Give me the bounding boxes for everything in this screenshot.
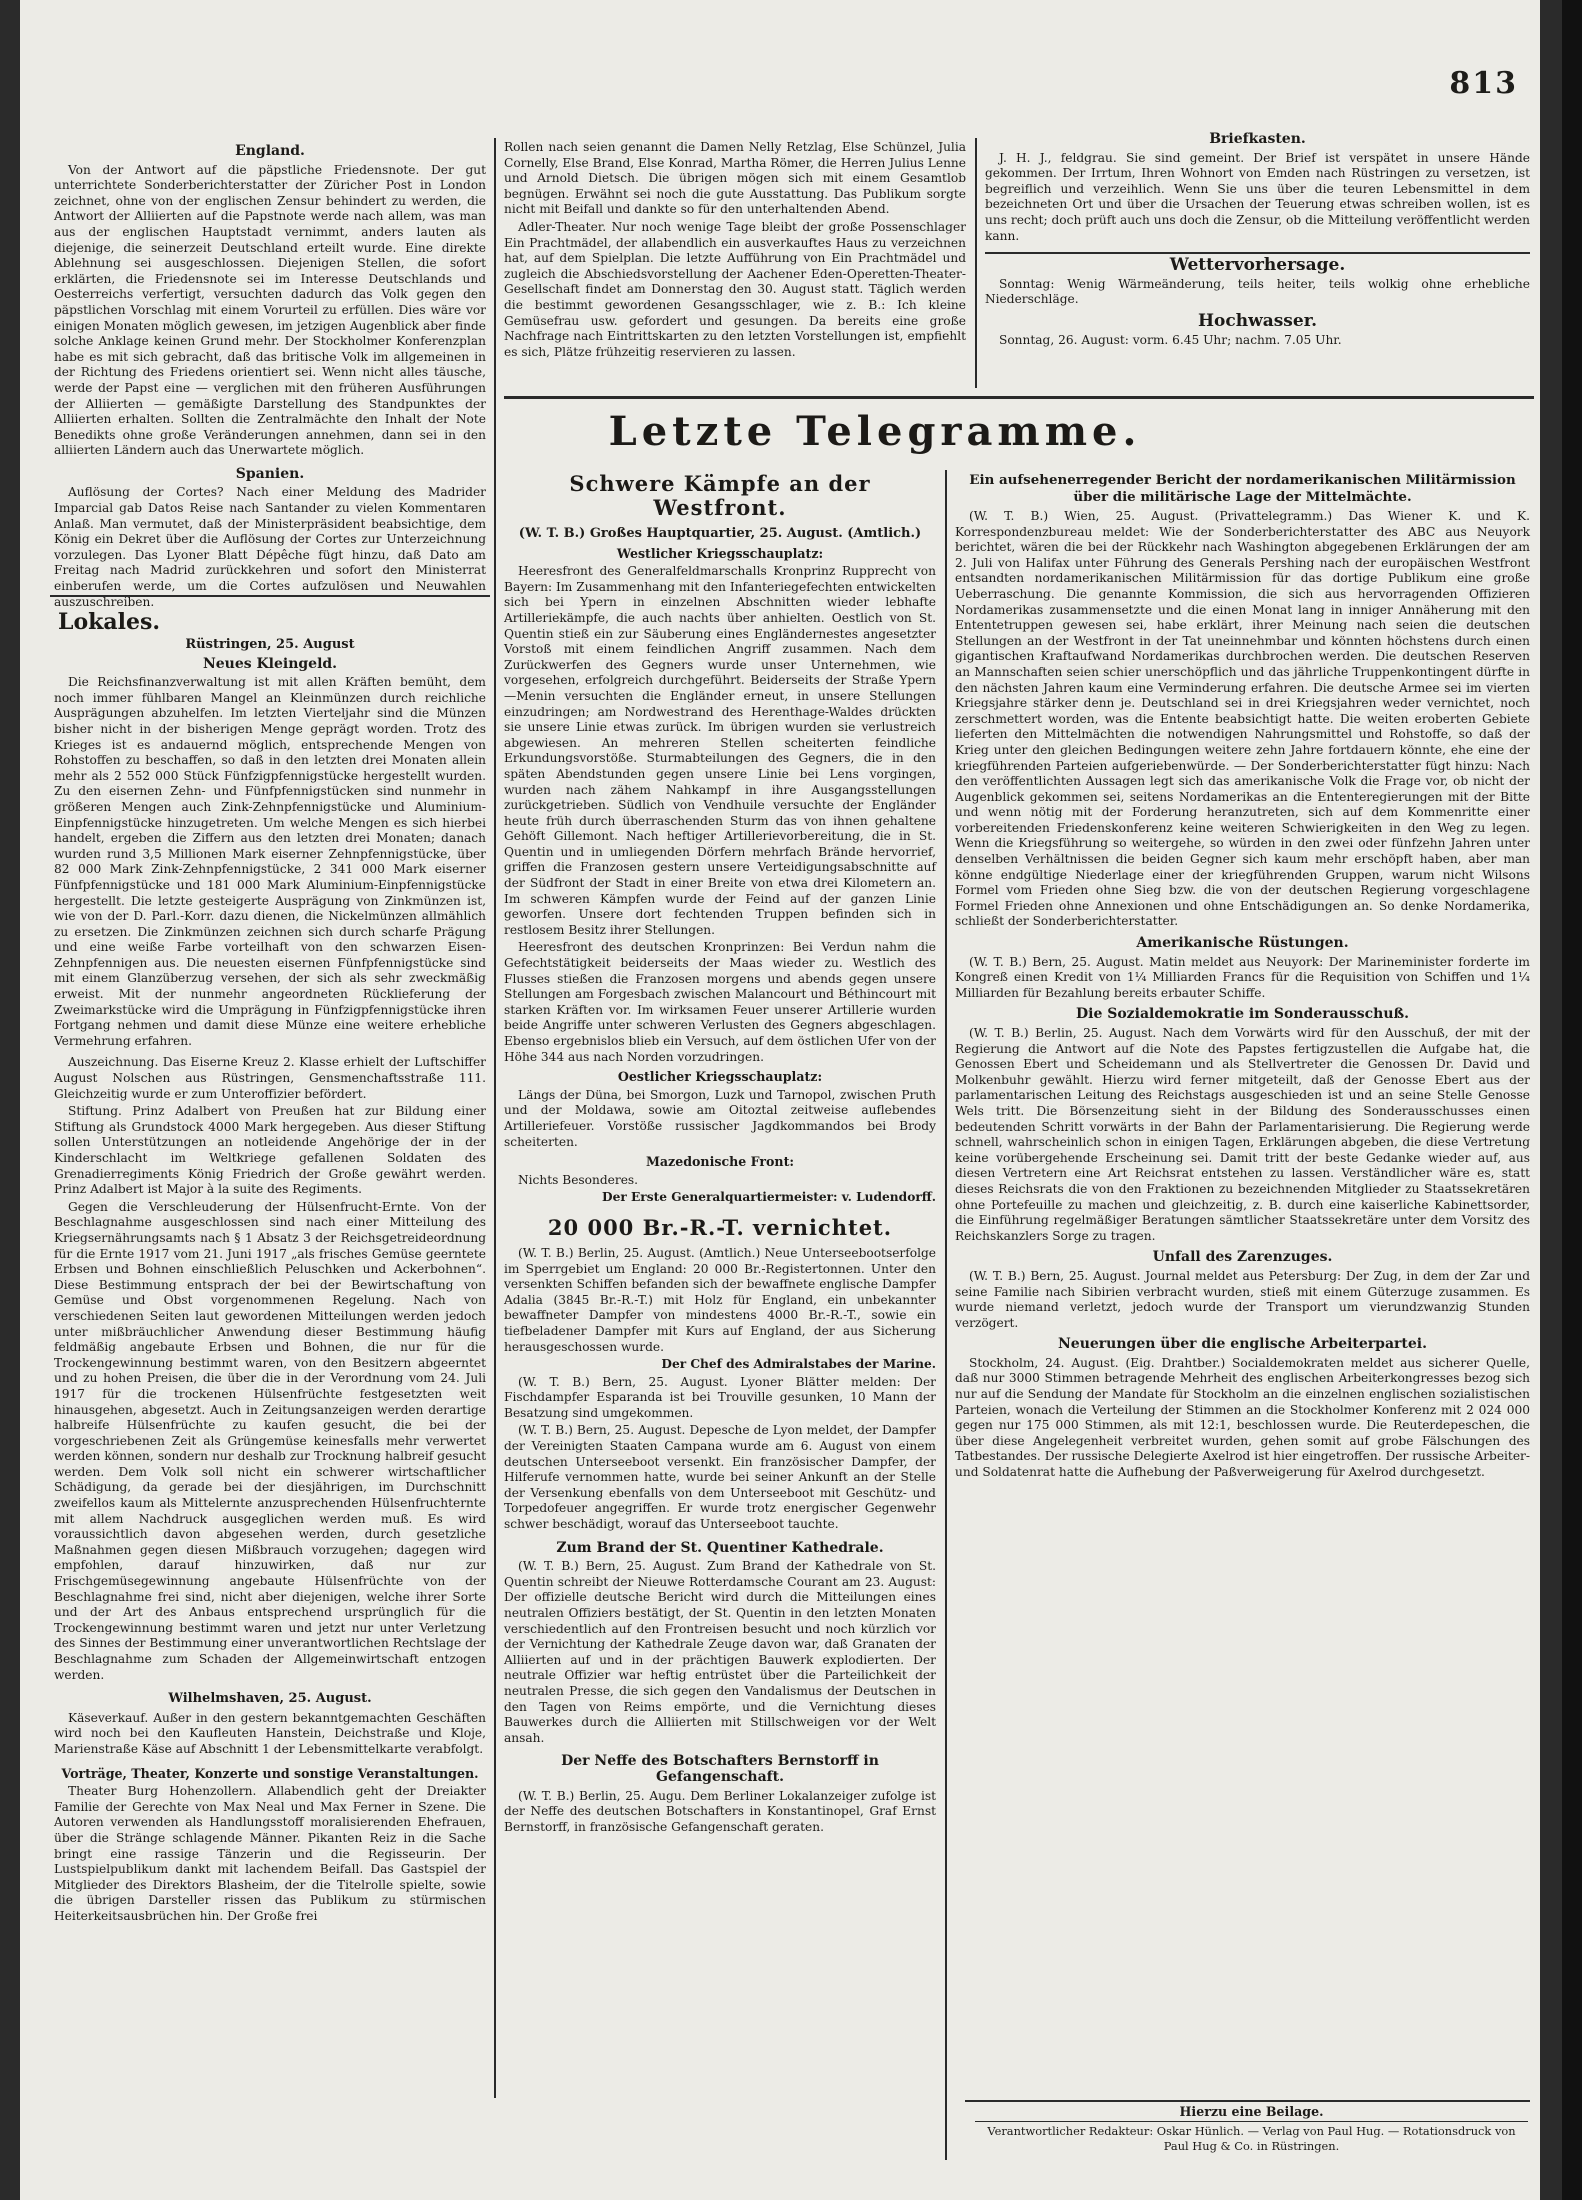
bericht-article: (W. T. B.) Wien, 25. August. (Privattelegramm.) Das Wiener K. und K. Korrespondenzbureau meldet: Wie der Sonderberichterstatter des ABC aus Neuyork berichtet, wären die bei der Rückkehr nach Washington abgegebenen Erklärungen der am 2. Juli von Halifax unter Führung des Generals Pershing nach der europäischen Westfront entsandten nordamerikanischen Militärmission für das dortige Publikum eine große Ueberraschung. Die genannte Kommission, die sich aus hervorragenden Offizieren Nordamerikas zusammensetzte und die einen Monat lang in inniger Annäherung mit den Ententetruppen gewesen sei, habe erklärt, ihrer Meinung nach seien die deutschen Stellungen an der Westfront in der Tat uneinnehmbar und könnten höchstens durch einen gigantischen Kraftaufwand Nordamerikas durchbrochen werden. Die deutschen Reserven an Mannschaften seien schier unerschöpflich und das jährliche Truppenkontingent dürfte in den nächsten Jahren kaum eine Verminderung erfahren. Die deutsche Armee sei im vierten Kriegsjahre stärker denn je. Deutschland sei in drei Kriegsjahren weder vernichtet, noch zerschmettert worden, was die Entente beabsichtigt hatte. Die weiten eroberten Gebiete lieferten den Mittelmächten die notwendigen Nahrungsmittel und Rohstoffe, so daß der Krieg unter den gleichen Bedingungen weitere zehn Jahre fortdauern könnte, ehe eine der kriegführenden Parteien aufgeriebenwürde. — Der Sonderberichterstatter fügt hinzu: Nach den veröffentlichten Aussagen legt sich das amerikanische Volk die Frage vor, ob nicht der Augenblick gekommen sei, seitens Nordamerikas an die Ententeregierungen mit der Bitte und wenn nötig mit der Forderung heranzutreten, sich auf dem Kommenritte einer vorbereitenden Friedenskonferenz keine weiteren Schwierigkeiten in den Weg zu legen. Wenn die Kriegsführung so weitergehe, so würden in den zwei oder fünfzehn Jahren unter denselben Verhältnissen die beiden Gegner sich kaum mehr erschöpft haben, aber man könne endgültige Niederlage einer der kriegführenden Gruppen, warum nicht Wilsons Formel vom Frieden ohne Sieg bzw. die von der deutschen Regierung vorgeschlagene Formel Frieden ohne Annexionen und ohne Entschädigungen an. So denke Nordamerika, schließt der Sonderberichterstatter. [955, 509, 1530, 929]
letzte-telegramme-masthead: Letzte Telegramme. [608, 408, 1142, 455]
theater-section [504, 140, 966, 390]
kathedrale-article: (W. T. B.) Bern, 25. August. Zum Brand der Kathedrale von St. Quentin schreibt der Nieuwe Rotterdamsche Courant am 23. August: Der offizielle deutsche Bericht wird durch die Mitteilungen eines neutralen Offiziers bestätigt, der St. Quentin in den letzten Monaten verschiedentlich auf den Frontreisen besucht und noch kürzlich vor der Vernichtung der Kathedrale Zeuge davon war, daß Granaten der Alliierten auf und in der prächtigen Bauwerk explodierten. Der neutrale Offizier war heftig entrüstet über die Parteilichkeit der neutralen Presse, die sich gegen den Vandalismus der Deutschen in den Tagen von Reims empörte, und die Vernichtung dieses Bauwerkes durch die Alliierten mit Stillschweigen vor der Welt ansah. [504, 1559, 936, 1745]
west-subheading: Westlicher Kriegsschauplatz: [616, 545, 824, 561]
telegrams-right-column [955, 468, 1530, 2100]
bernstorff-heading: Der Neffe des Botschafters Bernstorff in Gefangenschaft. [561, 1753, 879, 1785]
huelsen-article: Gegen die Verschleuderung der Hülsenfrucht-Ernte. Von der Beschlagnahme ausgeschlossen sind nach einer Mitteilung des Kriegsernährungsamts nach § 1 Absatz 3 der Reichsgetreideordnung für die Ernte 1917 vom 21. Juni 1917 „als frisches Gemüse geerntete Erbsen und Bohnen einschließlich Peluschken und Ackerbohnen“. Diese Bestimmung entsprach der bei der Bewirtschaftung von Gemüse und Obst vorgenommenen Regelung. Nach von verschiedenen Seiten laut gewordenen Mitteilungen werden jedoch unter mißbräuchlicher Anwendung dieser Bestimmung häufig feldmäßig angebaute Erbsen und Bohnen, die nur für die Trockengewinnung bestimmt waren, von den Besitzern abgeerntet und zu hohen Preisen, die über die in der Verordnung vom 24. Juli 1917 für die trockenen Hülsenfrüchte festgesetzten weit hinausgehen, abgesetzt. Auch in Zeitungsanzeigen werden derartige halbreife Hülsenfrüchte zu kaufen gesucht, die bei der vorgeschriebenen Zeit als Grüngemüse keinesfalls mehr verwertet werden können, sondern nur deshalb zur Trocknung halbreif gesucht werden. Dem Volk soll nicht ein schwerer wirtschaftlicher Schädigung, da gerade bei der diesjährigen, im Durchschnitt zweifellos kaum als Mittelernte anzusprechenden Hülsenfruchternte mit allem Nachdruck ausgeglichen werden muß. Es wird voraussichtlich davon abgesehen werden, durch gesetzliche Maßnahmen gegen diesen Mißbrauch vorzugehen; dagegen wird empfohlen, darauf hinzuwirken, daß nur zur Frischgemüsegewinnung angebaute Hülsenfrüchte von der Beschlagnahme frei sind, nicht aber diejenigen, welche ihrer Sorte und der Art des Anbaus entsprechend ursprünglich für die Trockengewinnung bestimmt waren und jetzt nur unter Verletzung des Sinnes der Bestimmung einer unverantwortlichen Rechtslage der Beschlagnahme zum Schaden der Allgemeinwirtschaft entzogen werden. [54, 1199, 486, 1682]
page-number: 813 [1449, 66, 1518, 101]
column-rule-2-lower [945, 470, 947, 2160]
briefkasten-section [985, 128, 1530, 390]
footer-box [975, 2104, 1528, 2154]
campana-article: (W. T. B.) Bern, 25. August. Depesche de Lyon meldet, der Dampfer der Vereinigten Staaten Campana wurde am 6. August von einem deutschen Unterseeboot versenkt. Ein französischer Dampfer, der Hilferufe vernommen hatte, wurde bei seiner Ankunft an der Stelle der Versenkung ebenfalls von dem Unterseeboot mit Geschütz- und Torpedofeuer angegriffen. Er wurde trotz energischer Gegenwehr schwer beschädigt, worauf das Unterseeboot tauchte. [504, 1423, 936, 1532]
zarenzug-heading: Unfall des Zarenzuges. [1152, 1249, 1333, 1266]
admiralstab-signature: Der Chef des Admiralstabes der Marine. [661, 1357, 936, 1372]
sozialdemokratie-article: (W. T. B.) Berlin, 25. August. Nach dem Vorwärts wird für den Ausschuß, der mit der Regierung die Antwort auf die Note des Papstes fertigzustellen die Aufgabe hat, die Genossen Ebert und Scheidemann und als Stellvertreter die Genossen Dr. David und Molkenbuhr gewählt. Hierzu wird ferner mitgeteilt, daß der Genosse Ebert aus der parlamentarischen Leitung des Reichstags ausgeschieden ist und an seine Stelle Genosse Wels tritt. Die Börsenzeitung sieht in der Bildung des Sonderausschusses einen bedeutenden Schritt vorwärts in der Bahn der Parlamentarisierung. Die Regierung werde schnell, wahrscheinlich schon in einigen Tagen, Erklärungen abgeben, die diese Vertretung keine vorübergehende Erscheinung sei. Damit tritt der beste Gedanke wieder auf, aus diesen Vertretern eine Art Reichsrat entstehen zu lassen. Verständlicher wäre es, statt dieses Reichsrats die von den Fraktionen zu bezeichnenden Mitglieder zu Staatssekretären ohne Portefeuille zu machen und gleichzeitig, z. B. durch eine kaiserliche Kabinettsorder, die Einführung regelmäßiger Beratungen sämtlicher Staatssekretäre unter dem Vorsitz des Reichskanzlers Sorge zu tragen. [955, 1026, 1530, 1243]
england-heading: England. [235, 143, 305, 159]
newspaper-page [20, 0, 1540, 2200]
england-article: Von der Antwort auf die päpstliche Friedensnote. Der gut unterrichtete Sonderberichterstatter der Züricher Post in London zeichnet, ohne von der englischen Zensur behindert zu werden, die Antwort der Alliierten auf die Papstnote werde nach allem, was man aus der englischen Hauptstadt vernimmt, anders lauten als diejenige, die seinerzeit Deutschland erteilt wurde. Eine direkte Ablehnung sei ausgeschlossen. Diejenigen Stellen, die sofort erklärten, die Friedensnote sei im Interesse Deutschlands und Oesterreichs verfertigt, versuchten dadurch das Volk gegen den päpstlichen Vorschlag mit einem Vorurteil zu erfüllen. Dies wäre vor einigen Monaten möglich gewesen, im jetzigen Augenblick aber finde solche Anklage keinen Grund mehr. Der Stockholmer Konferenzplan habe es mit sich gebracht, daß das britische Volk im allgemeinen in der Richtung des Friedens orientiert sei. Wenn nicht alles täusche, werde der Papst eine — verglichen mit den früheren Ausführungen der Alliierten — gemäßigte Darstellung des Standpunktes der Alliierten erhalten. Sollten die Zentralmächte den Inhalt der Note Benedikts ohne große Veränderungen annehmen, dann sei in den alliierten Ländern auch das Unerwartete möglich. [54, 162, 486, 458]
mazedonien-article: Nichts Besonderes. [518, 1172, 639, 1187]
westfront-dateline: (W. T. B.) Großes Hauptquartier, 25. August. (Amtlich.) [518, 526, 922, 541]
kleingeld-heading: Neues Kleingeld. [202, 655, 338, 672]
westfront-heading: Schwere Kämpfe an der Westfront. [569, 471, 871, 520]
lyoner-article: (W. T. B.) Bern, 25. August. Lyoner Blätter melden: Der Fischdampfer Esparanda ist bei Trouville gesunken, 10 Mann der Besatzung sind umgekommen. [504, 1374, 936, 1420]
england-section [54, 140, 486, 609]
auszeichnung-article: Auszeichnung. Das Eiserne Kreuz 2. Klasse erhielt der Luftschiffer August Nolschen aus Rüstringen, Gensmenchaftsstraße 111. Gleichzeitig wurde er zum Unteroffizier befördert. [54, 1055, 486, 1101]
ludendorff-signature: Der Erste Generalquartiermeister: v. Ludendorff. [602, 1190, 936, 1205]
hochwasser-heading: Hochwasser. [1197, 310, 1318, 331]
telegrams-left-column [504, 468, 936, 2108]
zarenzug-article: (W. T. B.) Bern, 25. August. Journal meldet aus Petersburg: Der Zug, in dem der Zar und seine Familie nach Sibirien verbracht wurden, stieß mit einem Güterzuge zusammen. Es wurde niemand verletzt, jedoch wurde der Transport um vierundzwanzig Stunden verzögert. [955, 1268, 1530, 1330]
wilhelmshaven-dateline: Wilhelmshaven, 25. August. [168, 1691, 372, 1707]
theater-article: Rollen nach seien genannt die Damen Nelly Retzlag, Else Schünzel, Julia Cornelly, Else Brand, Else Konrad, Martha Römer, die Herren Julius Lenne und Arnold Dietsch. Die übrigen mögen sich mit einem Gesamtlob begnügen. Erwähnt sei noch die gute Ausstattung. Das Publikum sorgte nicht mit Beifall und dankte so für den unterhaltenden Abend. [504, 140, 966, 217]
column-rule-1 [494, 138, 496, 2098]
arbeiterpartei-article: Stockholm, 24. August. (Eig. Drahtber.) Socialdemokraten meldet aus sicherer Quelle, daß nur 3000 Stimmen betragende Mehrheit des englischen Arbeiterkongresses bezog sich nur auf die Sendung der Mandate für Stockholm an die einzelnen englischen sozialistischen Parteien, wonach die Verteilung der Stimmen an die Stockholmer Konferenz mit 2 024 000 gegen nur 175 000 Stimmen, als mit 12:1, beschlossen wurde. Die Reuterdepeschen, die über diese Angelegenheit verbreitet wurden, gehen somit auf grobe Fälschungen des Tatbestandes. Der russische Delegierte Axelrod ist hier eingetroffen. Der russische Arbeiter- und Soldatenrat hatte die Aufhebung der Paßverweigerung für Axelrod durchgesetzt. [955, 1355, 1530, 1480]
beilage-rule [965, 2100, 1530, 2102]
adler-article: Adler-Theater. Nur noch wenige Tage bleibt der große Possenschlager Ein Prachtmädel, der allabendlich ein ausverkauftes Haus zu verzeichnen hat, auf dem Spielplan. Die letzte Aufführung von Ein Prachtmädel und zugleich die Abschiedsvorstellung der Aachener Eden-Operetten-Theater-Gesellschaft findet am Donnerstag den 30. August statt. Täglich werden die bestimmt gewordenen Gesangsschlager, wie z. B.: Ich kleine Gemüsefrau usw. gefordert und gesungen. Da bereits eine große Nachfrage nach Eintrittskarten zu den letzten Vorstellungen ist, empfiehlt es sich, Plätze frühzeitig reservieren zu lassen. [504, 219, 966, 359]
brt-article: (W. T. B.) Berlin, 25. August. (Amtlich.) Neue Unterseebootserfolge im Sperrgebiet um England: 20 000 Br.-Registertonnen. Unter den versenkten Schiffen befanden sich der bewaffnete englische Dampfer Adalia (3845 Br.-R.-T.) mit Holz für England, ein unbekannter bewaffneter Dampfer von mindestens 4000 Br.-R.-T., sowie ein tiefbeladener Dampfer mit Kurs auf England, der aus Sicherung herausgeschossen wurde. [504, 1245, 936, 1354]
spanien-article: Auflösung der Cortes? Nach einer Meldung des Madrider Imparcial gab Datos Reise nach Santander zu vielen Kommentaren Anlaß. Man vermutet, daß der Ministerpräsident beabsichtige, dem König ein Dekret über die Auflösung der Cortes zur Unterzeichnung vorzulegen. Das Lyoner Blatt Dépêche fügt hinzu, daß Dato am Freitag nach Madrid zurückkehren und sofort den Ministerrat einberufen werde, um die Cortes aufzulösen und Neuwahlen auszuschreiben. [54, 485, 486, 609]
bernstorff-article: (W. T. B.) Berlin, 25. Augu. Dem Berliner Lokalanzeiger zufolge ist der Neffe des deutschen Botschafters in Konstantinopel, Graf Ernst Bernstorff, in französische Gefangenschaft geraten. [504, 1788, 936, 1834]
lokales-heading: Lokales. [58, 609, 161, 635]
kathedrale-heading: Zum Brand der St. Quentiner Kathedrale. [556, 1539, 884, 1556]
ruestungen-heading: Amerikanische Rüstungen. [1136, 935, 1349, 952]
arbeiterpartei-heading: Neuerungen über die englische Arbeiterpartei. [1058, 1336, 1427, 1353]
spanien-heading: Spanien. [235, 465, 305, 482]
masthead-rule [504, 396, 1534, 399]
lokales-dateline: Rüstringen, 25. August [185, 637, 355, 652]
binding-edge [1562, 0, 1582, 2200]
ost-article: Längs der Düna, bei Smorgon, Luzk und Tarnopol, zwischen Pruth und der Moldawa, sowie am Oitoztal zeitweise auflebendes Artilleriefeuer. Vorstöße russischer Jagdkommandos bei Brody scheiterten. [504, 1087, 936, 1149]
impressum: Verantwortlicher Redakteur: Oskar Hünlich. — Verlag von Paul Hug. — Rotationsdruck von Paul Hug & Co. in Rüstringen. [975, 2121, 1528, 2154]
briefkasten-heading: Briefkasten. [1209, 131, 1306, 147]
bericht-heading: Ein aufsehenerregender Bericht der nordamerikanischen Militärmission über die militärische Lage der Mittelmächte. [969, 472, 1516, 505]
hochwasser-article: Sonntag, 26. August: vorm. 6.45 Uhr; nachm. 7.05 Uhr. [999, 332, 1342, 347]
kaese-article: Käseverkauf. Außer in den gestern bekanntgemachten Geschäften wird noch bei den Kaufleuten Hanstein, Deichstraße und Kloje, Marienstraße Käse auf Abschnitt 1 der Lebensmittelkarte verabfolgt. [54, 1710, 486, 1756]
lokales-section [54, 605, 486, 2095]
vortraege-heading: Vorträge, Theater, Konzerte und sonstige Veranstaltungen. [61, 1765, 479, 1781]
briefkasten-article: J. H. J., feldgrau. Sie sind gemeint. Der Brief ist verspätet in unsere Hände gekommen. Der Irrtum, Ihren Wohnort von Emden nach Rüstringen zu versetzen, ist begreiflich und verzeihlich. Wenn Sie uns über die teuren Lebensmittel in dem bezeichneten Ort und über die Ursachen der Teuerung etwas schreiben wollen, ist es uns recht; doch prüft auch uns doch die Zensur, ob die Mitteilung veröffentlicht werden kann. [985, 150, 1530, 243]
brt-heading: 20 000 Br.-R.-T. vernichtet. [547, 1214, 893, 1240]
vortraege-article: Theater Burg Hohenzollern. Allabendlich geht der Dreiakter Familie der Gerechte von Max Neal und Max Ferner in Szene. Die Autoren verwenden als Handlungsstoff moralisierenden Ehefrauen, über die Stränge schlagende Männer. Pikanten Reiz in die Sache bringt eine rassige Tänzerin und die Regisseurin. Der Lustspielpublikum dankt mit lachendem Beifall. Das Gastspiel der Mitglieder des Direktors Blasheim, der die Titelrolle spielte, sowie die übrigen Darsteller rissen das Publikum zu stürmischen Heiterkeitsausbrüchen hin. Der Große frei [54, 1784, 486, 1923]
kronprinz-article: Heeresfront des deutschen Kronprinzen: Bei Verdun nahm die Gefechtstätigkeit beiderseits der Maas wieder zu. Westlich des Flusses stießen die Franzosen morgens und abends gegen unsere Stellungen am Forgesbach zwischen Malancourt und Béthincourt mit starken Kräften vor. Im wirksamen Feuer unserer Artillerie wurden beide Angriffe unter schweren Verlusten des Gegners abgeschlagen. Ebenso ergebnislos blieb ein Versuch, auf dem östlichen Ufer von der Höhe 344 aus nach Norden vorzudringen. [504, 940, 936, 1064]
wetter-article: Sonntag: Wenig Wärmeänderung, teils heiter, teils wolkig ohne erhebliche Niederschläge. [985, 276, 1530, 307]
stiftung-article: Stiftung. Prinz Adalbert von Preußen hat zur Bildung einer Stiftung als Grundstock 4000 Mark hergegeben. Aus dieser Stiftung sollen Unterstützungen an notleidende Angehörige der in der Kinderschlacht im Weltkriege gefallenen Soldaten des Grenadierregiments König Friedrich der Große gewährt werden. Prinz Adalbert ist Major à la suite des Regiments. [54, 1104, 486, 1197]
column-rule-2-upper [975, 138, 977, 388]
ruestungen-article: (W. T. B.) Bern, 25. August. Matin meldet aus Neuyork: Der Marineminister forderte im Kongreß einen Kredit von 1¼ Milliarden Francs für die Requisition von Schiffen und 1¼ Milliarden für Bezahlung bereits erbauter Schiffe. [955, 954, 1530, 1000]
ost-subheading: Oestlicher Kriegsschauplatz: [617, 1069, 823, 1085]
wetter-heading: Wettervorhersage. [985, 252, 1530, 274]
west-article: Heeresfront des Generalfeldmarschalls Kronprinz Rupprecht von Bayern: Im Zusammenhang mit den Infanteriegefechten entwickelten sich bei Ypern in einzelnen Abschnitten wieder lebhafte Artilleriekämpfe, die auch nachts über anhielten. Oestlich von St. Quentin stieß ein zur Säuberung eines Engländernestes angesetzter Vorstoß mit einem feindlichen Angriff zusammen. Nach dem Zurückwerfen des Gegners wurde unser Unternehmen, wie vorgesehen, erfolgreich durchgeführt. Beiderseits der Straße Ypern—Menin versuchten die Engländer erneut, in unsere Stellungen einzudringen; am Nordwestrand des Herenthage-Waldes drückten sie unsere Linie etwas zurück. Im übrigen wurden sie verlustreich abgewiesen. An mehreren Stellen scheiterten feindliche Erkundungsvorstöße. Sturmabteilungen des Gegners, die in den späten Abendstunden gegen unsere Linie bei Lens vorgingen, wurden nach zähem Nahkampf in ihre Ausgangsstellungen zurückgetrieben. Südlich von Vendhuile versuchte der Engländer heute früh durch überraschenden Sturm das von ihnen gehaltene Gehöft Gillemont. Nach heftiger Artillerievorbereitung, die in St. Quentin und in umliegenden Dörfern mehrfach Brände hervorrief, griffen die Franzosen gestern unsere Verteidigungsabschnitte auf der Südfront der Stadt in einer Breite von etwa drei Kilometern an. Im schweren Kämpfen wurde der Feind auf der ganzen Linie geworfen. Unsere dort fechtenden Truppen befinden sich in restlosem Besitz ihrer Stellungen. [504, 564, 936, 937]
mazedonien-subheading: Mazedonische Front: [645, 1154, 795, 1170]
sozialdemokratie-heading: Die Sozialdemokratie im Sonderausschuß. [1075, 1006, 1410, 1023]
beilage-note: Hierzu eine Beilage. [1179, 2104, 1324, 2119]
kleingeld-article: Die Reichsfinanzverwaltung ist mit allen Kräften bemüht, dem noch immer fühlbaren Mangel an Kleinmünzen durch reichliche Ausprägungen abzuhelfen. Im letzten Vierteljahr sind die Münzen bisher nicht in der bisherigen Menge geprägt worden. Trotz des Krieges ist es andauernd möglich, entsprechende Mengen von Rohstoffen zu beschaffen, so daß in den letzten drei Monaten allein mehr als 2 552 000 Stück Fünfzigpfennigstücke hergestellt wurden. Zu den eisernen Zehn- und Fünfpfennigstücken sind nunmehr in größeren Mengen auch Zink-Zehnpfennigstücke und Aluminium-Einpfennigstücke hinzugetreten. Um welche Mengen es sich hierbei handelt, ergeben die Ziffern aus den letzten drei Monaten; danach wurden rund 3,5 Millionen Mark eiserner Zehnpfennigstücke, über 82 000 Mark Zink-Zehnpfennigstücke, 2 341 000 Mark eiserner Fünfpfennigstücke und 181 000 Mark Aluminium-Einpfennigstücke hergestellt. Die letzte gesteigerte Ausprägung von Zinkmünzen ist, wie von der D. Parl.-Korr. dazu dienen, die Nickelmünzen allmählich zu ersetzen. Die Zinkmünzen zeichnen sich durch scharfe Prägung und eine weiße Farbe vorteilhaft von den schwarzen Eisen-Zehnpfennigen aus. Die neuesten eisernen Fünfpfennigstücke sind mit einem Glanzüberzug versehen, der sich als sehr zweckmäßig erweist. Mit der nunmehr angeordneten Rücklieferung der Zweimarkstücke wird die Umprägung in Fünfzigpfennigstücke ihren Fortgang nehmen und damit diese Münze eine weitere erhebliche Vermehrung erfahren. [54, 675, 486, 1048]
